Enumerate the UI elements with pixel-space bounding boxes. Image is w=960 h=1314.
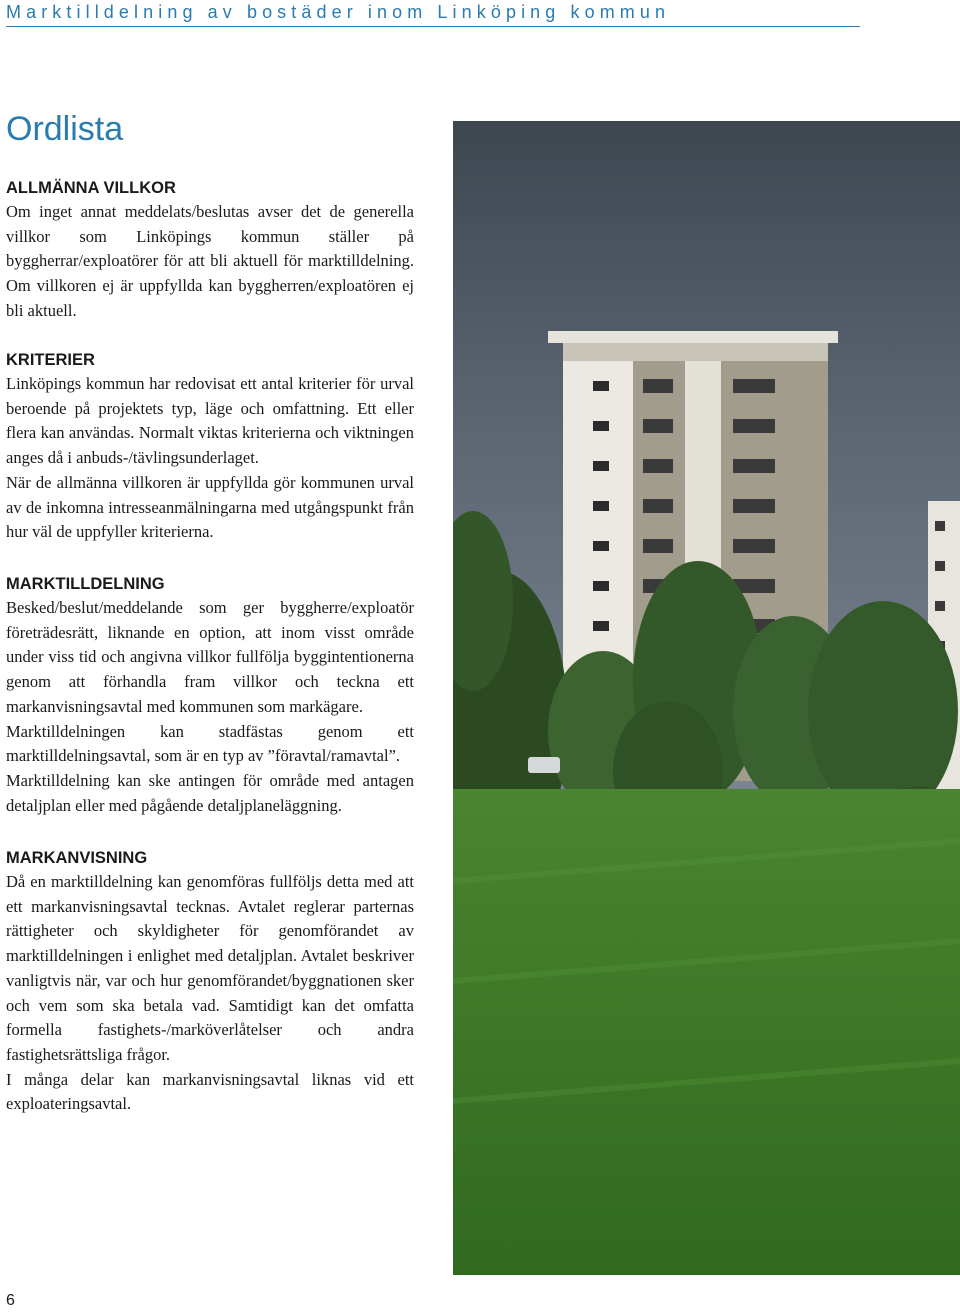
page-title: Ordlista <box>6 110 124 148</box>
section-paragraph: Marktilldelningen kan stadfästas genom ett marktilldelningsavtal, som är en typ av ”föravtal/ramavtal”. <box>6 721 414 766</box>
section-heading: ALLMÄNNA VILLKOR <box>6 179 176 197</box>
section-heading: MARKTILLDELNING <box>6 575 165 593</box>
section-paragraph: När de allmänna villkoren är uppfyllda gör kommunen urval av de inkomna intresseanmälningarna med utgångspunkt från hur väl de uppfyller kriterierna. <box>6 472 414 542</box>
page-number: 6 <box>6 1292 15 1309</box>
header-rule <box>6 26 860 27</box>
section-kriterier <box>6 348 414 545</box>
parked-car <box>528 757 560 773</box>
section-paragraph: Besked/beslut/meddelande som ger byggherre/exploatör företrädesrätt, liknande en option, att inom visst område under viss tid och angivna villkor fullfölja byggintentionerna genom att förhandla fram villkor och teckna ett markanvisningsavtal med kommunen som markägare. <box>6 598 414 716</box>
section-heading: MARKANVISNING <box>6 849 148 867</box>
section-paragraph: Marktilldelning kan ske antingen för område med antagen detaljplan eller med pågående detaljplaneläggning. <box>6 770 414 815</box>
section-heading: KRITERIER <box>6 351 95 369</box>
section-paragraph: I många delar kan markanvisningsavtal liknas vid ett exploateringsavtal. <box>6 1069 414 1114</box>
section-paragraph: Linköpings kommun har redovisat ett antal kriterier för urval beroende på projektets typ, läge och omfattning. Ett eller flera kan användas. Normalt viktas kriterierna och viktningen anges då i anbuds-/tävlingsunderlaget. <box>6 374 414 468</box>
section-paragraph: Om inget annat meddelats/beslutas avser det de generella villkor som Linköpings kommun ställer på byggherrar/exploatörer för att bli aktuell för marktilldelning. Om villkoren ej är uppfyllda kan byggherren/exploatören ej bli aktuell. <box>6 202 414 320</box>
section-paragraph: Då en marktilldelning kan genomföras fullföljs detta med att ett markanvisningsavtal tecknas. Avtalet reglerar parternas rättigheter och skyldigheter för genomförandet av marktilldelningen i enlighet med detaljplan. Avtalet beskriver vanligtvis när, var och hur genomförandet/byggnationen sker och vem som ska betala vad. Samtidigt kan det omfatta formella fastighets-/marköverlåtelser och andra fastighetsrättsliga frågor. <box>6 872 414 1064</box>
running-header: Marktilldelning av bostäder inom Linköping kommun <box>6 2 671 22</box>
apartment-building-photo <box>453 121 960 1275</box>
section-marktilldelning <box>6 572 414 818</box>
section-allmanna-villkor <box>6 176 414 324</box>
section-markanvisning <box>6 846 414 1117</box>
